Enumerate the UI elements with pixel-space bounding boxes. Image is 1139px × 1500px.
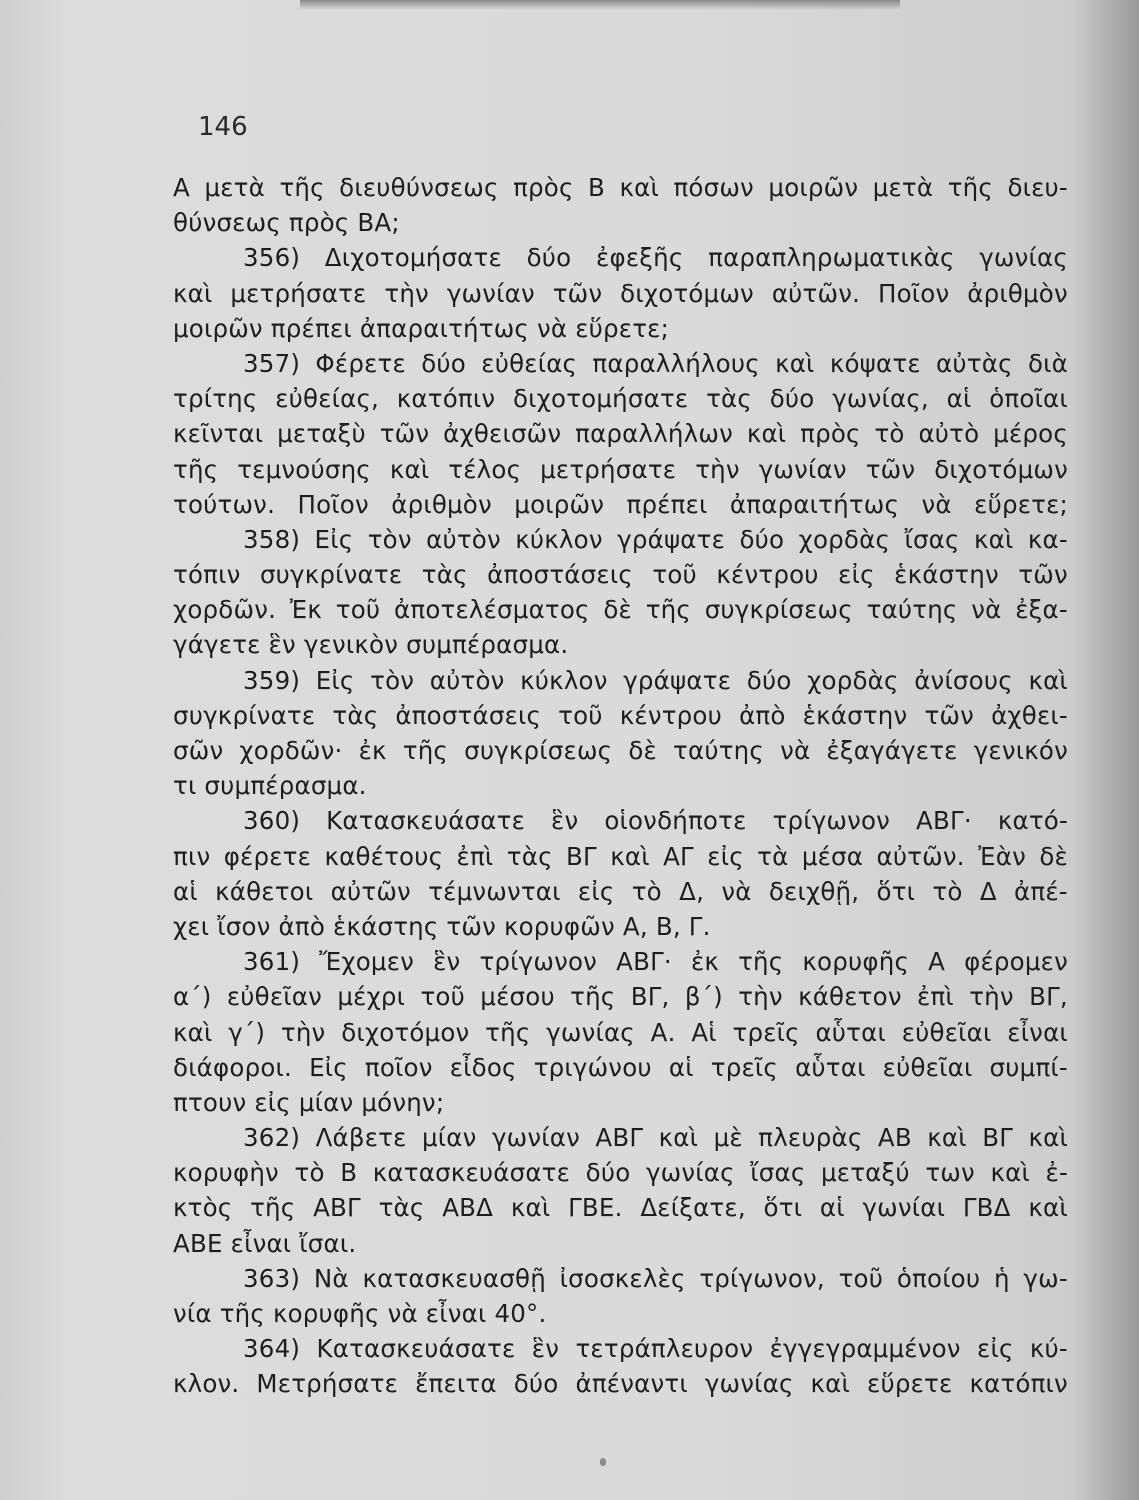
ink-speck [600, 1458, 606, 1466]
text-line: 360) Κατασκευάσατε ἓν οἱονδήποτε τρίγωνον ΑΒΓ· κατό- [243, 806, 1068, 836]
text-line: συγκρίνατε τὰς ἀποστάσεις τοῦ κέντρου ἀπὸ ἑκάστην τῶν ἀχθει- [173, 700, 1068, 730]
text-line: 363) Νὰ κατασκευασθῇ ἰσοσκελὲς τρίγωνον, τοῦ ὁποίου ἡ γω- [243, 1263, 1068, 1293]
text-line: τι συμπέρασμα. [173, 771, 367, 801]
text-line: κορυφὴν τὸ Β κατασκευάσατε δύο γωνίας ἴσας μεταξύ των καὶ ἐ- [173, 1158, 1068, 1188]
body-text [173, 170, 1068, 1402]
text-line: τούτων. Ποῖον ἀριθμὸν μοιρῶν πρέπει ἀπαραιτήτως νὰ εὕρετε; [173, 489, 1068, 519]
text-line: νία τῆς κορυφῆς νὰ εἶναι 40°. [173, 1299, 547, 1328]
text-line: τρίτης εὐθείας, κατόπιν διχοτομήσατε τὰς δύο γωνίας, αἱ ὁποῖαι [173, 384, 1068, 414]
text-line: πιν φέρετε καθέτους ἐπὶ τὰς ΒΓ καὶ ΑΓ εἰς τὰ μέσα αὐτῶν. Ἐὰν δὲ [173, 841, 1068, 871]
text-line: τόπιν συγκρίνατε τὰς ἀποστάσεις τοῦ κέντρου εἰς ἑκάστην τῶν [173, 560, 1068, 590]
text-line: σῶν χορδῶν· ἐκ τῆς συγκρίσεως δὲ ταύτης νὰ ἐξαγάγετε γενικόν [173, 736, 1068, 765]
text-line: 356) Διχοτομήσατε δύο ἐφεξῆς παραπληρωματικὰς γωνίας [243, 243, 1068, 273]
text-line: κλον. Μετρήσατε ἔπειτα δύο ἀπέναντι γωνίας καὶ εὕρετε κατόπιν [173, 1369, 1068, 1399]
text-line: πτουν εἰς μίαν μόνην; [173, 1087, 445, 1117]
text-line: αἱ κάθετοι αὐτῶν τέμνωνται εἰς τὸ Δ, νὰ δειχθῇ, ὅτι τὸ Δ ἀπέ- [173, 876, 1068, 906]
text-line: γάγετε ἓν γενικὸν συμπέρασμα. [173, 630, 569, 660]
text-line: 359) Εἰς τὸν αὐτὸν κύκλον γράψατε δύο χορδὰς ἀνίσους καὶ [243, 665, 1068, 695]
text-line: καὶ μετρήσατε τὴν γωνίαν τῶν διχοτόμων αὐτῶν. Ποῖον ἀριθμὸν [173, 278, 1068, 308]
text-line: διάφοροι. Εἰς ποῖον εἶδος τριγώνου αἱ τρεῖς αὗται εὐθεῖαι συμπί- [173, 1052, 1068, 1082]
text-line: Α μετὰ τῆς διευθύνσεως πρὸς Β καὶ πόσων μοιρῶν μετὰ τῆς διευ- [173, 173, 1068, 202]
text-line: κτὸς τῆς ΑΒΓ τὰς ΑΒΔ καὶ ΓΒΕ. Δείξατε, ὅτι αἱ γωνίαι ΓΒΔ καὶ [173, 1193, 1068, 1223]
text-line: τῆς τεμνούσης καὶ τέλος μετρήσατε τὴν γωνίαν τῶν διχοτόμων [173, 454, 1068, 484]
page-top-shadow [300, 0, 900, 10]
text-line: 364) Κατασκευάσατε ἓν τετράπλευρον ἐγγεγραμμένον εἰς κύ- [243, 1334, 1068, 1364]
text-line: α΄) εὐθεῖαν μέχρι τοῦ μέσου τῆς ΒΓ, β΄) τὴν κάθετον ἐπὶ τὴν ΒΓ, [173, 982, 1068, 1012]
text-line: ΑΒΕ εἶναι ἴσαι. [173, 1228, 357, 1258]
text-line: 362) Λάβετε μίαν γωνίαν ΑΒΓ καὶ μὲ πλευρὰς ΑΒ καὶ ΒΓ καὶ [243, 1123, 1068, 1153]
text-line: μοιρῶν πρέπει ἀπαραιτήτως νὰ εὕρετε; [173, 313, 670, 343]
text-line: καὶ γ΄) τὴν διχοτόμον τῆς γωνίας Α. Αἱ τρεῖς αὗται εὐθεῖαι εἶναι [173, 1017, 1068, 1047]
text-line: χει ἴσον ἀπὸ ἑκάστης τῶν κορυφῶν Α, Β, Γ. [173, 911, 711, 941]
text-line: κεῖνται μεταξὺ τῶν ἀχθεισῶν παραλλήλων καὶ πρὸς τὸ αὐτὸ μέρος [173, 419, 1068, 449]
text-line: 358) Εἰς τὸν αὐτὸν κύκλον γράψατε δύο χορδὰς ἴσας καὶ κα- [243, 524, 1068, 554]
page-number: 146 [198, 112, 248, 142]
text-line: θύνσεως πρὸς ΒΑ; [173, 208, 400, 238]
text-line: 357) Φέρετε δύο εὐθείας παραλλήλους καὶ κόψατε αὐτὰς διὰ [243, 348, 1068, 378]
text-line: 361) Ἔχομεν ἓν τρίγωνον ΑΒΓ· ἐκ τῆς κορυφῆς Α φέρομεν [243, 947, 1068, 977]
text-line: χορδῶν. Ἐκ τοῦ ἀποτελέσματος δὲ τῆς συγκρίσεως ταύτης νὰ ἐξα- [173, 595, 1068, 625]
